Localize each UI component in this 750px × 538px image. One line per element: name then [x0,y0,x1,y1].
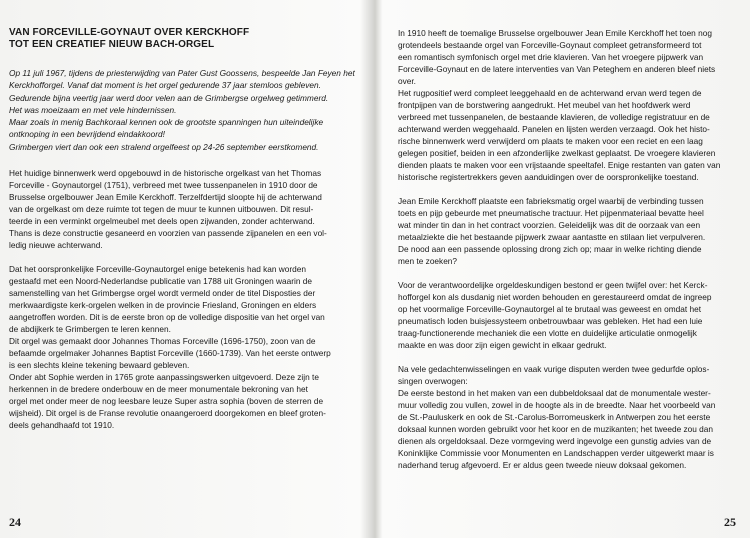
paragraph [398,363,736,471]
body-text [398,27,736,471]
text-line: van de orgelkast om deze ruimte tot tegen de muur te kunnen uitbouwen. Dit resul- [9,204,314,215]
text-line: muur volledig zou vullen, zowel in de hoogte als in de breedte. Naar het voorbeeld van [398,400,716,410]
text-line: ledig nieuwe achterwand. [9,240,103,251]
intro-block [9,67,364,153]
text-line: gelegen positief, beiden in een afzonderlijke zwelkast geplaatst. De vroegere klavieren [398,148,716,158]
paragraph [9,167,364,251]
text-line: Koninklijke Commissie voor Monumenten en Landschappen verder uitgewerkt maar is [398,448,714,458]
intro-line: Op 11 juli 1967, tijdens de priesterwijding van Pater Gust Goossens, bespeelde Jan Feyen het [9,68,355,78]
text-line: pneumatisch loden buisjessysteem onbetrouwbaar was gebleken. Het had een luie [398,316,703,326]
text-line: achterwand werden weggehaald. Panelen en lijsten werden verzaagd. Ook het histo- [398,124,710,134]
page-number: 25 [724,515,736,529]
text-line: maakte en was door zijn eigen gewicht in elkaar gedrukt. [398,340,607,350]
intro-line: ontknoping in een bevrijdend eindakkoord! [9,129,165,140]
text-line: merkwaardigste kerk-orgelen welken in de provincie Friesland, Groningen en elders [9,300,317,311]
text-line: De nood aan een passende oplossing drong zich op; maar in welke richting diende [398,244,702,254]
intro-line: Maar zoals in menig Bachkoraal kennen ook de grootste spanningen hun uiteindelijke [9,117,324,128]
text-line: dienden plaats te maken voor een vrijstaande speeltafel. Enige restanten van gaten van [398,160,721,170]
paragraph [398,27,736,183]
text-line: grotendeels bestaande orgel van Forceville-Goynaut compleet getransformeerd tot [398,40,702,50]
intro-line: Gedurende bijna veertig jaar werd door velen aan de Grimbergse orgelweg getimmerd. [9,92,329,103]
text-line: metaalziekte die het bestaande pijpwerk zwaar aantastte en stilaan liet verpulveren. [398,232,706,242]
text-line: hofforgel kon als dusdanig niet worden behouden en gerestaureerd omdat de ingreep [398,292,712,302]
article-title [9,27,364,51]
text-line: singen overwogen: [398,376,468,386]
text-line: verbreed met tussenpanelen, de bestaande klavieren, de volledige registratuur en de [398,112,710,122]
text-line: een romantisch symfonisch orgel met drie klavieren. Van het vroegere pijpwerk van [398,52,704,62]
text-line: historische registertrekkers geven aanduidingen over de oorspronkelijke toestand. [398,172,699,182]
text-line: dienen als orgeldoksaal. Deze vormgeving werd ingevolge een gunstig advies van de [398,436,712,446]
text-line: befaamde orgelmaker Johannes Baptist Forceville (1660-1739). Van het eerste ontwerp [9,348,331,359]
paragraph-gap [9,251,364,263]
text-line: wijsheid). Dit orgel is de Franse revolutie onaangeroerd doorgekomen en bleef groten- [9,408,326,419]
text-line: In 1910 heeft de toemalige Brusselse orgelbouwer Jean Emile Kerckhoff het toen nog [398,28,712,38]
text-line: naderhand terug afgevoerd. Er er aldus geen tweede nieuw doksaal gekomen. [398,460,687,470]
paragraph-gap [398,267,736,279]
text-line: De eerste bestond in het maken van een dubbeldoksaal dat de monumentale wester- [398,388,711,398]
text-line: samenstelling van het Grimbergse orgel wordt vermeld onder de titel Disposties der [9,288,316,299]
text-line: men te zoeken? [398,256,458,266]
paragraph-gap [398,183,736,195]
paragraph-gap [398,351,736,363]
text-line: Forceville - Goynautorgel (1751), verbreed met twee tussenpanelen in 1910 door de [9,180,318,191]
text-line: aangetroffen worden. Dit is de eerste bron op de volledige dispositie van het orgel van [9,312,325,323]
text-line: Brusselse orgelbouwer Jean Emile Kerckhoff. Terzelfdertijd sloopte hij de achterwand [9,192,322,203]
text-line: herkennen in de bredere onderbouw en de meer monumentale bekroning van het [9,384,308,395]
text-line: Het rugpositief werd compleet leeggehaald en de achterwand ervan werd tegen de [398,88,702,98]
text-line: rische binnenwerk werd verwijderd om plaats te maken voor een reciet en een laag [398,136,703,146]
text-line: frontpijpen van de borstwering aangedrukt. Het meubel van het hoofdwerk werd [398,100,691,110]
paragraph [398,279,736,351]
text-line: doksaal kunnen worden gebruikt voor het koor en de muzikanten; het tweede zou dan [398,424,714,434]
text-line: Forceville-Goynaut en de latere interventies van Van Peteghem en anderen bleef niets [398,64,716,74]
text-line: orgel met onder meer de nog leesbare leuze Super astra sophia (boven de sterren de [9,396,324,407]
text-line: is een slechts kleine tekening bewaard gebleven. [9,360,190,371]
body-text [9,167,364,431]
intro-line: Het was moeizaam en met vele hindernissen. [9,104,177,115]
paragraph [9,263,364,431]
text-line: deels gehandhaafd tot 1910. [9,420,115,431]
text-line: op het voormalige Forceville-Goynautorgel al te brutaal was geweest en omdat het [398,304,702,314]
text-line: Na vele gedachtenwisselingen en vaak vurige disputen werden twee gedurfde oplos- [398,364,710,374]
text-line: Jean Emile Kerckhoff plaatste een fabrieksmatig orgel waarbij de verbinding tussen [398,196,704,206]
left-page [0,0,374,538]
text-line: gestaafd met een Noord-Nederlandse publicatie van 1788 uit Groningen waarin de [9,276,313,287]
text-line: Het huidige binnenwerk werd opgebouwd in de historische orgelkast van het Thomas [9,168,322,179]
right-page [376,0,750,538]
text-line: wat minder tin dan in het contract voorzien. Geleidelijk was dit de oorzaak van een [398,220,701,230]
text-line: Thans is deze constructie gesaneerd en voorzien van passende zijpanelen en een vol- [9,228,327,239]
text-line: Dit orgel was gemaakt door Johannes Thomas Forceville (1696-1750), zoon van de [9,336,316,347]
intro-line: Grimbergen viert dan ook een stralend orgelfeest op 24-26 september eerstkomend. [9,141,319,152]
text-line: toets en pijp gebeurde met pneumatische tractuur. Het pijpenmateriaal bevatte heel [398,208,704,218]
title-line-2: TOT EEN CREATIEF NIEUW BACH-ORGEL [9,39,215,50]
text-line: teerde in een verminkt orgelmeubel met deels open zijwanden, zonder achterwand. [9,216,315,227]
page-number: 24 [9,515,21,529]
text-line: de St.-Pauluskerk en ook de St.-Carolus-Borromeuskerk in Antwerpen zou het eerste [398,412,711,422]
text-line: Onder abt Sophie werden in 1765 grote aanpassingswerken uitgevoerd. Deze zijn te [9,372,319,383]
text-line: Dat het oorspronkelijke Forceville-Goynautorgel enige betekenis had kan worden [9,264,307,275]
text-line: Voor de verantwoordelijke orgeldeskundigen bestond er geen twijfel over: het Kerck- [398,280,708,290]
text-line: traag-functionerende mechaniek die een vlotte en duidelijke articulatie onmogelijk [398,328,697,338]
text-line: de abdijkerk te Grimbergen te leren kennen. [9,324,171,335]
title-line-1: VAN FORCEVILLE-GOYNAUT OVER KERCKHOFF [9,27,250,38]
intro-line: Kerckhofforgel. Vanaf dat moment is het orgel gedurende 37 jaar stemloos gebleven. [9,80,321,91]
paragraph [398,195,736,267]
text-line: over. [398,76,416,86]
